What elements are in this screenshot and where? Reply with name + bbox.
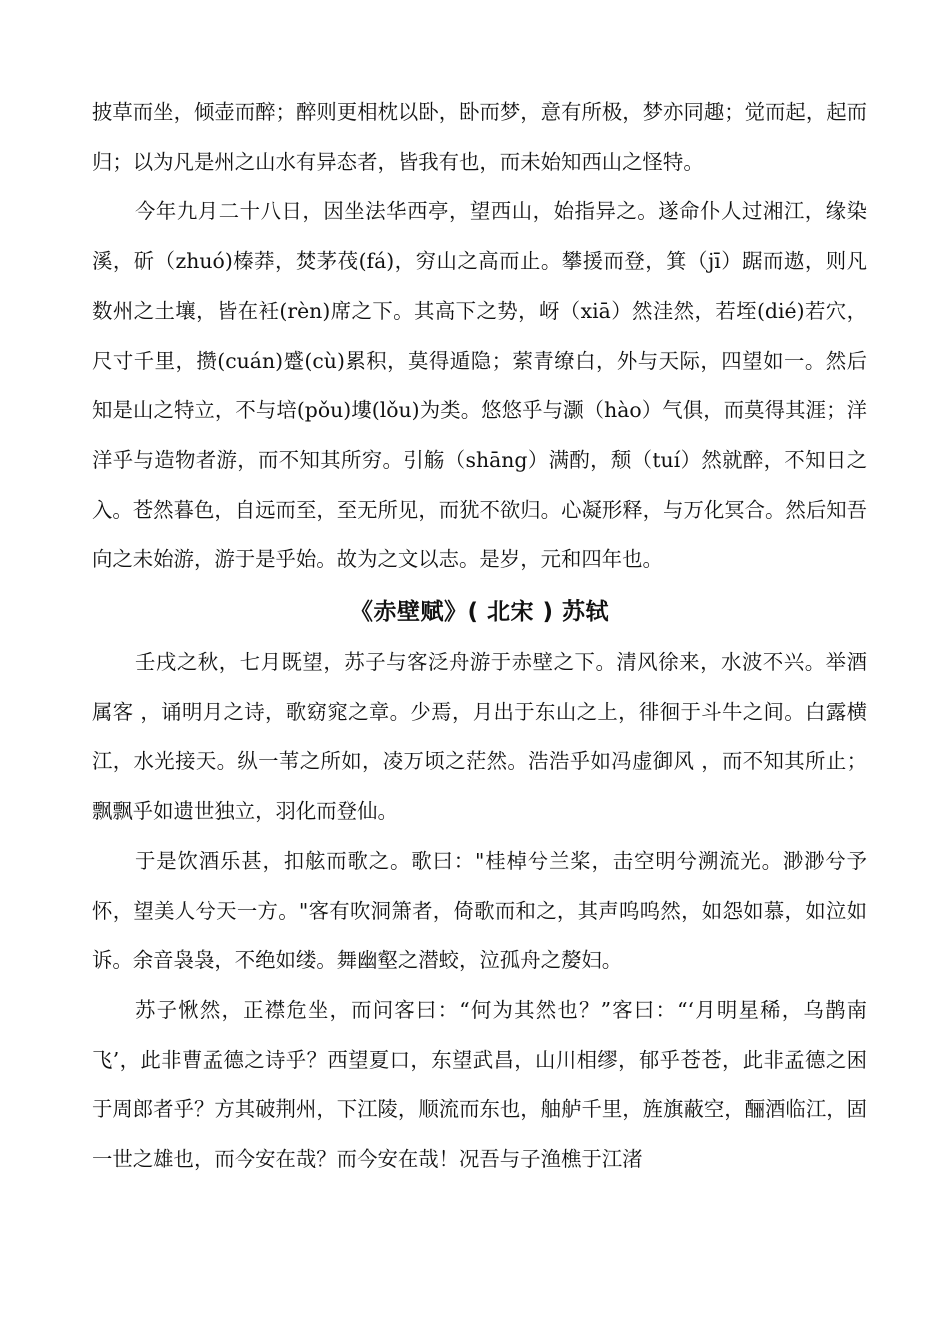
- paragraph-chibi-2: 于是饮酒乐甚，扣舷而歌之。歌曰："桂棹兮兰桨，击空明兮溯流光。渺渺兮予怀，望美人兮天一方。"客有吹洞箫者，倚歌而和之，其声呜呜然，如怨如慕，如泣如诉。余音袅袅，不绝如缕。舞幽壑之潜蛟，泣孤舟之嫠妇。: [92, 848, 867, 973]
- paragraph-continued: 披草而坐，倾壶而醉；醉则更相枕以卧，卧而梦，意有所极，梦亦同趣；觉而起，起而归；以为凡是州之山水有异态者，皆我有也，而未始知西山之怪特。: [92, 100, 867, 174]
- paragraph-xishan-journey: 今年九月二十八日，因坐法华西亭，望西山，始指异之。遂命仆人过湘江，缘染溪，斫（zhuó)榛莽，焚茅茷(fá)，穷山之高而止。攀援而登，箕（jī）踞而遨，则凡数州之土壤，皆在衽(rèn)席之下。其高下之势，岈（xiā）然洼然，若垤(dié)若穴，尺寸千里，攒(cuán)蹙(cù)累积，莫得遁隐；萦青缭白，外与天际，四望如一。然后知是山之特立，不与培(pǒu)塿(lǒu)为类。悠悠乎与灏（hào）气俱，而莫得其涯；洋洋乎与造物者游，而不知其所穷。引觞（shāng）满酌，颓（tuí）然就醉，不知日之入。苍然暮色，自远而至，至无所见，而犹不欲归。心凝形释，与万化冥合。然后知吾向之未始游，游于是乎始。故为之文以志。是岁，元和四年也。: [92, 199, 867, 572]
- section-title-chibi-fu: 《赤壁赋》( 北宋 ) 苏轼: [349, 599, 610, 626]
- document-page: [92, 88, 867, 1185]
- paragraph-chibi-1: 壬戌之秋，七月既望，苏子与客泛舟游于赤壁之下。清风徐来，水波不兴。举酒属客 ，诵明月之诗，歌窈窕之章。少焉，月出于东山之上，徘徊于斗牛之间。白露横江，水光接天。纵一苇之所如，凌万顷之茫然。浩浩乎如冯虚御风 ，而不知其所止；飘飘乎如遗世独立，羽化而登仙。: [92, 650, 867, 824]
- paragraph-chibi-3: 苏子愀然，正襟危坐，而问客曰：“何为其然也？”客曰：“‘月明星稀，乌鹊南飞’，此非曹孟德之诗乎？西望夏口，东望武昌，山川相缪，郁乎苍苍，此非孟德之困于周郎者乎？方其破荆州，下江陵，顺流而东也，舳舻千里，旌旗蔽空，酾酒临江，固一世之雄也，而今安在哉？而今安在哉！况吾与子渔樵于江渚: [92, 997, 867, 1172]
